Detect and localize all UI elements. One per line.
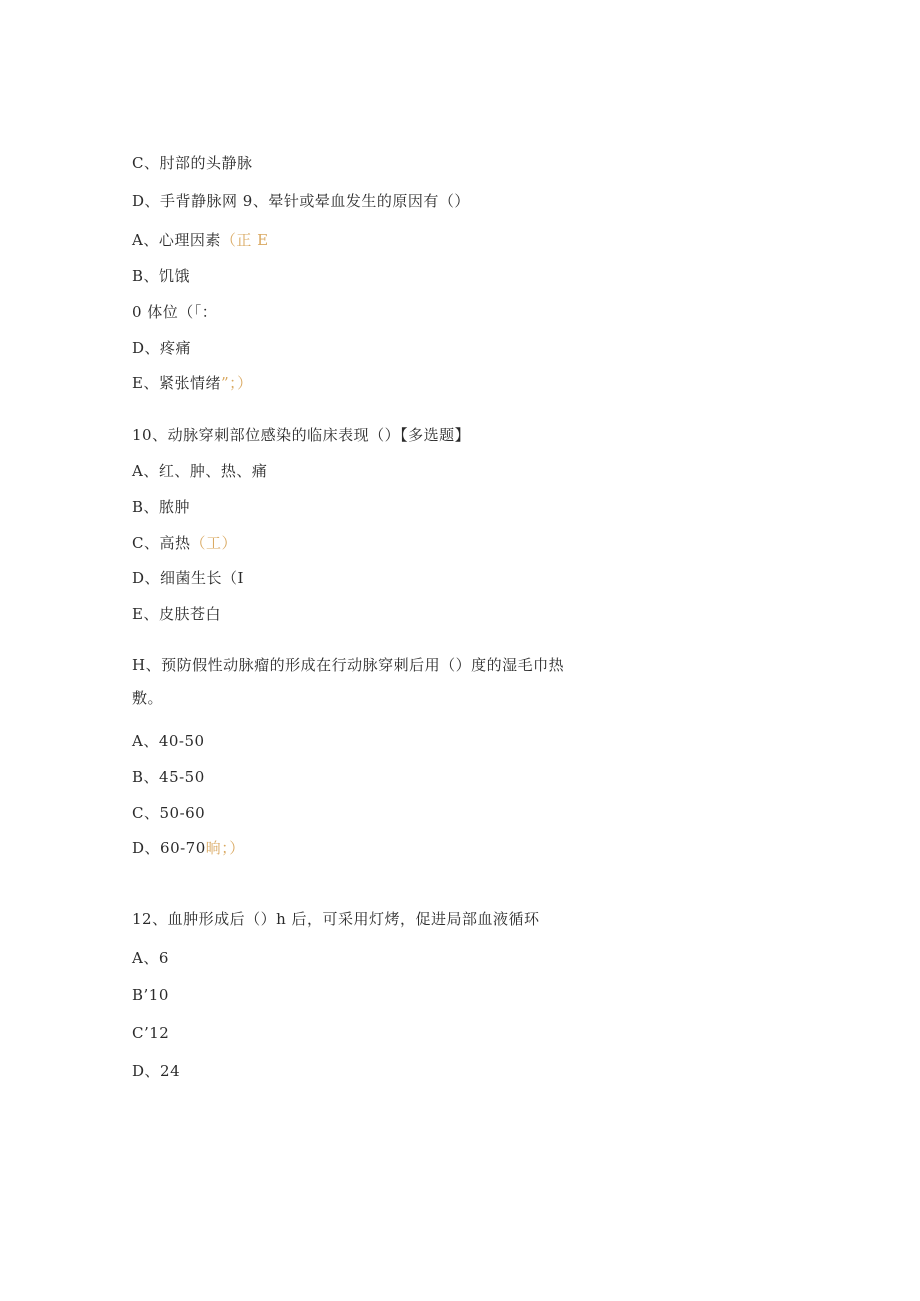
option-a-6 (132, 948, 169, 968)
line-text: B、45-50 (132, 768, 205, 786)
line-text: B、饥饿 (132, 267, 191, 285)
option-c-12 (132, 1023, 169, 1043)
option-c-cephalic-vein (132, 153, 252, 173)
line-text: 0 体位（「： (132, 303, 218, 321)
option-e-pale-skin (132, 604, 221, 624)
line-text: 10、动脉穿刺部位感染的临床表现（）【多选题】 (132, 426, 471, 444)
option-b-10 (132, 985, 169, 1005)
line-text: A、红、肿、热、痛 (132, 462, 268, 480)
line-text: D、手背静脉网 9、晕针或晕血发生的原因有（） (132, 192, 470, 210)
line-text: D、疼痛 (132, 339, 192, 357)
option-a-redness (132, 461, 267, 481)
option-d-60-70 (132, 838, 245, 858)
handwritten-mark: （工） (190, 534, 237, 552)
option-d-and-question-9 (132, 191, 470, 211)
line-text: B’10 (132, 986, 169, 1004)
handwritten-mark: 晌；） (205, 839, 245, 857)
line-text: C、肘部的头静脉 (132, 154, 253, 172)
option-b-45-50 (132, 767, 205, 787)
handwritten-mark: （正 E (220, 231, 269, 249)
option-b-abscess (132, 497, 190, 517)
handwritten-mark: ”；） (220, 374, 253, 392)
line-text: A、心理因素 (132, 231, 221, 249)
option-d-24 (132, 1061, 180, 1081)
line-text: E、紧张情绪 (132, 374, 221, 392)
option-c-posture (132, 302, 217, 322)
line-text: 12、血肿形成后（）h 后，可采用灯烤，促进局部血液循环 (132, 910, 540, 928)
line-text: B、脓肿 (132, 498, 191, 516)
question-11 (132, 655, 564, 675)
line-text: D、60-70 (132, 839, 206, 857)
option-a-40-50 (132, 731, 205, 751)
option-d-bacterial-growth (132, 568, 244, 588)
question-12 (132, 909, 540, 929)
option-b-hunger (132, 266, 190, 286)
question-11-continued (132, 688, 163, 708)
line-text: C’12 (132, 1024, 170, 1042)
question-10 (132, 425, 470, 445)
option-d-pain (132, 338, 191, 358)
line-text: D、24 (132, 1062, 181, 1080)
option-a-psychological (132, 230, 269, 250)
line-text: H、预防假性动脉瘤的形成在行动脉穿刺后用（）度的湿毛巾热 (132, 656, 565, 674)
option-c-high-fever (132, 533, 237, 553)
line-text: C、50-60 (132, 804, 206, 822)
line-text: D、细菌生长（I (132, 569, 244, 587)
line-text: E、皮肤苍白 (132, 605, 221, 623)
line-text: A、40-50 (132, 732, 205, 750)
option-e-nervous (132, 373, 253, 393)
line-text: 敷。 (132, 689, 164, 707)
line-text: C、高热 (132, 534, 191, 552)
line-text: A、6 (132, 949, 169, 967)
option-c-50-60 (132, 803, 205, 823)
